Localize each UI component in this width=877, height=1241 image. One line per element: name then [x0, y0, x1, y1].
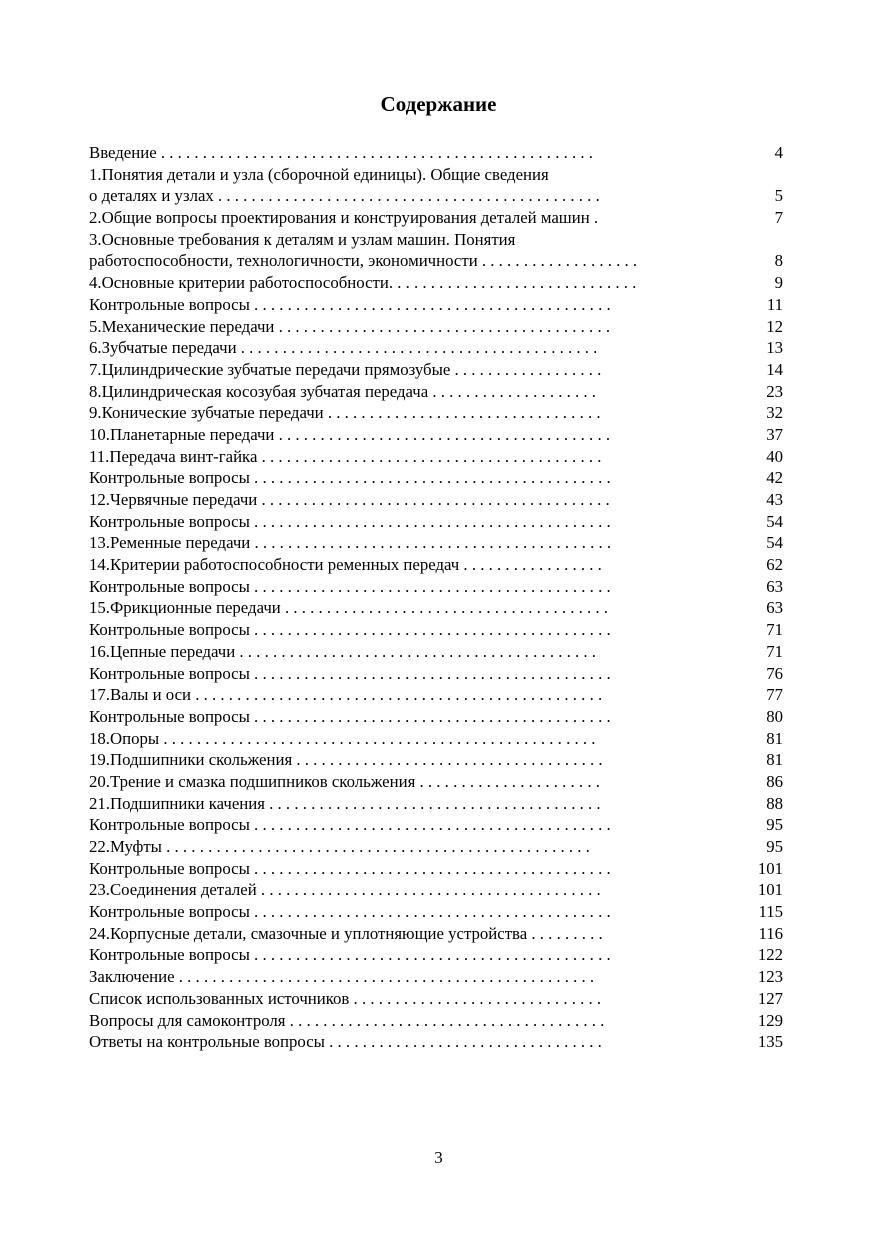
toc-entry-text: 23.Соединения деталей . . . . . . . . . . . . . . . . . . . . . . . . . . . . . . . . . . . . . . . . .	[89, 880, 601, 900]
toc-entry-text: Введение . . . . . . . . . . . . . . . . . . . . . . . . . . . . . . . . . . . . . . . . . . . . . . . . . . . .	[89, 143, 593, 162]
toc-entry-page: 12	[766, 316, 783, 336]
toc-entry-line	[89, 381, 783, 403]
toc-entry-line	[89, 619, 783, 641]
toc-entry-page: 86	[766, 771, 783, 791]
toc-entry-text: 3.Основные требования к деталям и узлам машин. Понятия	[89, 229, 516, 249]
toc-entry-page: 80	[766, 706, 783, 726]
toc-entry-page: 71	[766, 620, 783, 640]
toc-entry-line	[89, 207, 783, 229]
toc-entry-line	[89, 1010, 783, 1032]
toc-entry-page: 129	[757, 1010, 783, 1030]
toc-entry-text: 18.Опоры . . . . . . . . . . . . . . . . . . . . . . . . . . . . . . . . . . . . . . . . . . . . . . . . . . . .	[89, 728, 596, 748]
toc-entry-text: Контрольные вопросы . . . . . . . . . . . . . . . . . . . . . . . . . . . . . . . . . . . . . . . . . . .	[89, 858, 611, 878]
toc-entry-text: о деталях и узлах . . . . . . . . . . . . . . . . . . . . . . . . . . . . . . . . . . . . . . . . . . . . . .	[89, 186, 600, 206]
toc-entry-line	[89, 901, 783, 923]
toc-entry-text: 11.Передача винт-гайка . . . . . . . . . . . . . . . . . . . . . . . . . . . . . . . . . . . . . . . . .	[89, 446, 602, 466]
toc-entry-page: 116	[758, 923, 783, 943]
toc-entry-line	[89, 836, 783, 858]
toc-entry-page: 123	[757, 967, 783, 987]
toc-entry-page: 122	[757, 945, 783, 965]
toc-entry-text: Заключение . . . . . . . . . . . . . . . . . . . . . . . . . . . . . . . . . . . . . . . . . . . . . . . . . .	[89, 967, 595, 987]
toc-entry-line	[89, 446, 783, 468]
toc-entry-text: 4.Основные критерии работоспособности. . . . . . . . . . . . . . . . . . . . . . . . . . . . . .	[89, 273, 637, 293]
toc-entry-text: 12.Червячные передачи . . . . . . . . . . . . . . . . . . . . . . . . . . . . . . . . . . . . . . . . . .	[89, 490, 610, 509]
toc-entry-text: 7.Цилиндрические зубчатые передачи прямозубые . . . . . . . . . . . . . . . . . .	[89, 359, 602, 379]
toc-entry-text: Ответы на контрольные вопросы . . . . . . . . . . . . . . . . . . . . . . . . . . . . . . . . .	[89, 1032, 602, 1052]
toc-entry-page: 101	[757, 858, 783, 878]
toc-entry-page: 71	[766, 641, 783, 661]
toc-entry-text: 13.Ременные передачи . . . . . . . . . . . . . . . . . . . . . . . . . . . . . . . . . . . . . . . . . . .	[89, 533, 612, 553]
toc-entry-text: 14.Критерии работоспособности ременных передач . . . . . . . . . . . . . . . . .	[89, 555, 602, 575]
toc-entry-line	[89, 641, 783, 663]
toc-entry-text: Контрольные вопросы . . . . . . . . . . . . . . . . . . . . . . . . . . . . . . . . . . . . . . . . . . .	[89, 620, 611, 640]
toc-entry-text: 8.Цилиндрическая косозубая зубчатая передача . . . . . . . . . . . . . . . . . . . .	[89, 381, 597, 401]
toc-entry-text: Контрольные вопросы . . . . . . . . . . . . . . . . . . . . . . . . . . . . . . . . . . . . . . . . . . .	[89, 468, 611, 488]
table-of-contents	[89, 142, 783, 1053]
toc-entry-page: 81	[766, 750, 783, 770]
toc-entry-line	[89, 424, 783, 446]
toc-entry-text: 5.Механические передачи . . . . . . . . . . . . . . . . . . . . . . . . . . . . . . . . . . . . . . . .	[89, 316, 611, 336]
toc-entry-text: 1.Понятия детали и узла (сборочной единицы). Общие сведения	[89, 164, 549, 184]
toc-entry-line	[89, 511, 783, 533]
toc-entry-line	[89, 684, 783, 706]
toc-entry-line	[89, 185, 783, 207]
toc-entry-line	[89, 663, 783, 685]
toc-entry-page: 95	[766, 837, 783, 856]
toc-entry-line	[89, 597, 783, 619]
toc-entry-line	[89, 1031, 783, 1053]
toc-entry-text: 6.Зубчатые передачи . . . . . . . . . . . . . . . . . . . . . . . . . . . . . . . . . . . . . . . . . . .	[89, 338, 598, 358]
toc-entry-text: Контрольные вопросы . . . . . . . . . . . . . . . . . . . . . . . . . . . . . . . . . . . . . . . . . . .	[89, 576, 611, 596]
toc-entry-text: Контрольные вопросы . . . . . . . . . . . . . . . . . . . . . . . . . . . . . . . . . . . . . . . . . . .	[89, 663, 611, 683]
toc-entry-page: 4	[774, 143, 783, 162]
toc-entry-page: 8	[774, 251, 783, 271]
toc-entry-line	[89, 944, 783, 966]
toc-entry-page: 62	[766, 555, 783, 575]
toc-entry-page: 42	[766, 468, 783, 488]
toc-entry-page: 63	[766, 598, 783, 618]
toc-entry-line	[89, 229, 783, 251]
toc-entry-page: 101	[757, 880, 783, 900]
toc-entry-text: 9.Конические зубчатые передачи . . . . . . . . . . . . . . . . . . . . . . . . . . . . . . . . .	[89, 403, 601, 423]
toc-entry-page: 81	[766, 728, 783, 748]
toc-entry-text: 21.Подшипники качения . . . . . . . . . . . . . . . . . . . . . . . . . . . . . . . . . . . . . . . .	[89, 793, 601, 813]
toc-entry-text: 2.Общие вопросы проектирования и конструирования деталей машин .	[89, 208, 599, 228]
toc-entry-text: 15.Фрикционные передачи . . . . . . . . . . . . . . . . . . . . . . . . . . . . . . . . . . . . . . .	[89, 598, 609, 618]
toc-entry-line	[89, 337, 783, 359]
toc-entry-page: 32	[766, 403, 783, 423]
toc-entry-line	[89, 576, 783, 598]
toc-entry-line	[89, 272, 783, 294]
toc-entry-page: 14	[766, 359, 783, 379]
toc-entry-text: Вопросы для самоконтроля . . . . . . . . . . . . . . . . . . . . . . . . . . . . . . . . . . . . . .	[89, 1010, 605, 1030]
toc-entry-line	[89, 142, 783, 164]
toc-entry-page: 40	[766, 446, 783, 466]
toc-entry-text: Контрольные вопросы . . . . . . . . . . . . . . . . . . . . . . . . . . . . . . . . . . . . . . . . . . .	[89, 945, 611, 965]
toc-entry-text: 20.Трение и смазка подшипников скольжения . . . . . . . . . . . . . . . . . . . . . .	[89, 771, 600, 791]
toc-entry-text: Контрольные вопросы . . . . . . . . . . . . . . . . . . . . . . . . . . . . . . . . . . . . . . . . . . .	[89, 706, 611, 726]
toc-entry-page: 5	[774, 186, 783, 206]
toc-entry-line	[89, 728, 783, 750]
toc-entry-line	[89, 164, 783, 186]
toc-entry-page: 13	[766, 338, 783, 358]
toc-entry-page: 135	[757, 1032, 783, 1052]
toc-entry-text: Контрольные вопросы . . . . . . . . . . . . . . . . . . . . . . . . . . . . . . . . . . . . . . . . . . .	[89, 294, 611, 314]
toc-entry-line	[89, 250, 783, 272]
toc-entry-line	[89, 532, 783, 554]
toc-entry-line	[89, 923, 783, 945]
toc-entry-line	[89, 814, 783, 836]
toc-entry-page: 54	[766, 511, 783, 531]
toc-entry-text: Контрольные вопросы . . . . . . . . . . . . . . . . . . . . . . . . . . . . . . . . . . . . . . . . . . .	[89, 511, 611, 531]
toc-entry-page: 88	[766, 793, 783, 813]
toc-entry-line	[89, 294, 783, 316]
toc-entry-page: 76	[766, 663, 783, 683]
toc-entry-line	[89, 467, 783, 489]
toc-entry-line	[89, 988, 783, 1010]
toc-entry-text: Контрольные вопросы . . . . . . . . . . . . . . . . . . . . . . . . . . . . . . . . . . . . . . . . . . .	[89, 815, 611, 835]
toc-entry-text: 19.Подшипники скольжения . . . . . . . . . . . . . . . . . . . . . . . . . . . . . . . . . . . . .	[89, 750, 603, 770]
toc-entry-text: 24.Корпусные детали, смазочные и уплотняющие устройства . . . . . . . . .	[89, 923, 603, 943]
toc-entry-line	[89, 316, 783, 338]
page-number: 3	[434, 1148, 443, 1167]
toc-entry-text: 10.Планетарные передачи . . . . . . . . . . . . . . . . . . . . . . . . . . . . . . . . . . . . . . . .	[89, 424, 611, 444]
toc-entry-line	[89, 489, 783, 511]
toc-entry-line	[89, 793, 783, 815]
toc-entry-page: 43	[766, 490, 783, 509]
toc-entry-page: 11	[766, 294, 783, 314]
toc-entry-line	[89, 359, 783, 381]
toc-entry-page: 23	[766, 381, 783, 401]
toc-entry-page: 9	[774, 273, 783, 293]
page-title: Содержание	[380, 92, 497, 116]
toc-entry-page: 7	[774, 208, 783, 228]
toc-entry-page: 54	[766, 533, 783, 553]
toc-entry-line	[89, 402, 783, 424]
toc-entry-page: 77	[766, 685, 783, 705]
toc-entry-text: 22.Муфты . . . . . . . . . . . . . . . . . . . . . . . . . . . . . . . . . . . . . . . . . . . . . . . . . . .	[89, 837, 590, 856]
toc-entry-text: Контрольные вопросы . . . . . . . . . . . . . . . . . . . . . . . . . . . . . . . . . . . . . . . . . . .	[89, 902, 611, 922]
toc-entry-text: Список использованных источников . . . . . . . . . . . . . . . . . . . . . . . . . . . . . .	[89, 988, 602, 1008]
toc-entry-text: работоспособности, технологичности, экономичности . . . . . . . . . . . . . . . . . . .	[89, 251, 638, 271]
toc-entry-line	[89, 554, 783, 576]
toc-entry-page: 63	[766, 576, 783, 596]
toc-entry-text: 17.Валы и оси . . . . . . . . . . . . . . . . . . . . . . . . . . . . . . . . . . . . . . . . . . . . . . . . .	[89, 685, 603, 705]
toc-entry-page: 127	[757, 988, 783, 1008]
toc-entry-line	[89, 966, 783, 988]
toc-entry-page: 37	[766, 424, 783, 444]
toc-entry-page: 115	[758, 902, 783, 922]
toc-entry-line	[89, 879, 783, 901]
toc-entry-text: 16.Цепные передачи . . . . . . . . . . . . . . . . . . . . . . . . . . . . . . . . . . . . . . . . . . .	[89, 641, 597, 661]
toc-entry-line	[89, 749, 783, 771]
toc-entry-line	[89, 706, 783, 728]
toc-entry-page: 95	[766, 815, 783, 835]
toc-entry-line	[89, 858, 783, 880]
toc-entry-line	[89, 771, 783, 793]
